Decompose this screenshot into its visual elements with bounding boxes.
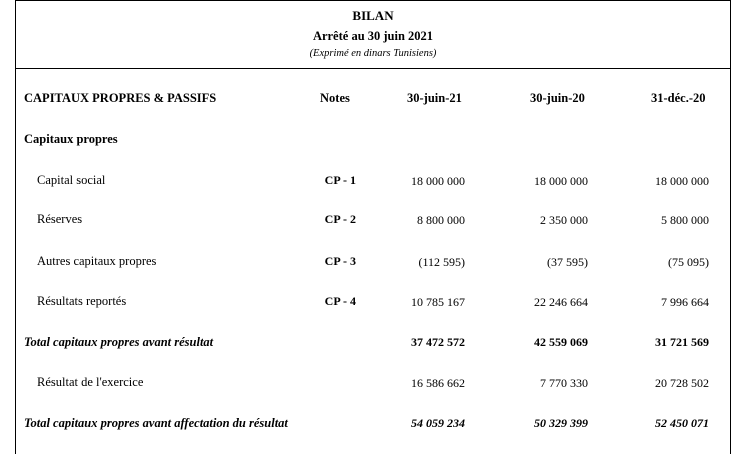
row-value-30-juin-20: 7 770 330 (540, 376, 588, 390)
row-value-30-juin-20: 18 000 000 (534, 174, 588, 188)
grand-total-value-30-juin-20: 50 329 399 (534, 416, 588, 430)
row-value-30-juin-20: 2 350 000 (540, 213, 588, 227)
row-label: Autres capitaux propres (37, 254, 157, 268)
header-divider (15, 68, 731, 69)
row-value-30-juin-21: 8 800 000 (417, 213, 465, 227)
currency-note: (Exprimé en dinars Tunisiens) (309, 48, 437, 59)
total-value-31-dec-20: 31 721 569 (655, 335, 709, 349)
row-note: CP - 2 (324, 212, 356, 226)
row-value-30-juin-21: 10 785 167 (411, 295, 465, 309)
grand-total-value-31-dec-20: 52 450 071 (655, 416, 709, 430)
total-value-30-juin-20: 42 559 069 (534, 335, 588, 349)
row-label: Réserves (37, 212, 83, 226)
page-title: BILAN (352, 8, 394, 23)
row-value-31-dec-20: 5 800 000 (661, 213, 709, 227)
row-label: Résultat de l'exercice (37, 375, 144, 389)
row-note: CP - 1 (324, 173, 356, 187)
notes-column-header: Notes (320, 91, 350, 105)
column-header-31-dec-20: 31-déc.-20 (651, 91, 706, 105)
row-value-31-dec-20: 7 996 664 (661, 295, 709, 309)
grand-total-value-30-juin-21: 54 059 234 (411, 416, 465, 430)
group-heading: Capitaux propres (24, 132, 118, 146)
row-value-31-dec-20: 20 728 502 (655, 376, 709, 390)
balance-date: Arrêté au 30 juin 2021 (312, 29, 434, 43)
row-value-31-dec-20: 18 000 000 (655, 174, 709, 188)
total-row-label: Total capitaux propres avant résultat (24, 335, 214, 349)
grand-total-row-label: Total capitaux propres avant affectation du résultat (24, 416, 288, 430)
row-note: CP - 4 (324, 294, 356, 308)
column-header-30-juin-20: 30-juin-20 (530, 91, 585, 105)
row-value-30-juin-20: (37 595) (547, 255, 588, 269)
row-label: Résultats reportés (37, 294, 127, 308)
row-value-31-dec-20: (75 095) (668, 255, 709, 269)
total-value-30-juin-21: 37 472 572 (411, 335, 465, 349)
row-value-30-juin-21: (112 595) (418, 255, 465, 269)
row-label: Capital social (37, 173, 106, 187)
row-value-30-juin-20: 22 246 664 (534, 295, 588, 309)
column-header-30-juin-21: 30-juin-21 (407, 91, 462, 105)
row-value-30-juin-21: 16 586 662 (411, 376, 465, 390)
section-heading: CAPITAUX PROPRES & PASSIFS (24, 91, 217, 105)
row-note: CP - 3 (324, 254, 356, 268)
row-value-30-juin-21: 18 000 000 (411, 174, 465, 188)
